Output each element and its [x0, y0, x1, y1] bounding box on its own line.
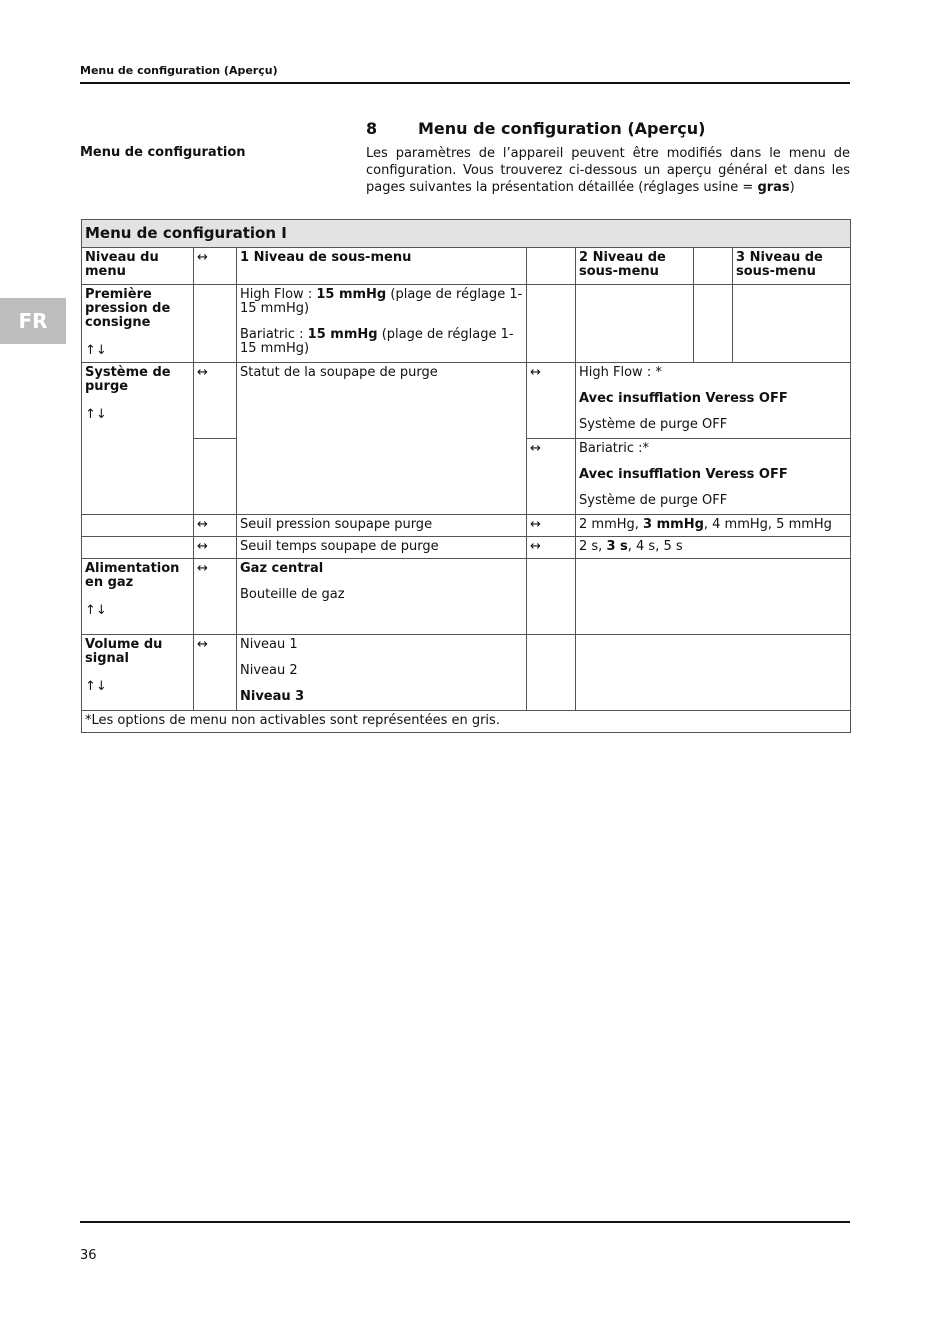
lr-arrow-icon: ↔ — [194, 635, 237, 711]
page-number: 36 — [80, 1248, 97, 1263]
lr-arrow-icon: ↔ — [527, 363, 576, 439]
intro-paragraph — [366, 145, 850, 196]
threshold-pressure-options: 2 mmHg, 3 mmHg, 4 mmHg, 5 mmHg — [576, 515, 851, 537]
row-threshold-time — [82, 537, 851, 559]
purge-valve-status: Statut de la soupape de purge — [237, 363, 527, 515]
purge-bariatric-off: Système de purge OFF — [579, 493, 728, 508]
row-label-volume: Volume du signal — [85, 637, 163, 666]
lr-arrow-icon: ↔ — [527, 439, 576, 515]
section-number: 8 — [366, 119, 378, 138]
pressure-bariatric: Bariatric : 15 mmHg (plage de réglage 1-15 mmHg) — [240, 327, 514, 356]
header-sub2: 2 Niveau de sous-menu — [576, 248, 694, 285]
section-title — [366, 119, 705, 138]
row-gas-supply — [82, 559, 851, 635]
header-level: Niveau du menu — [82, 248, 194, 285]
side-label: Menu de configuration — [80, 145, 246, 160]
intro-end: ) — [789, 180, 795, 195]
lr-arrow-icon: ↔ — [527, 537, 576, 559]
lr-arrow-icon: ↔ — [194, 537, 237, 559]
pressure-highflow: High Flow : 15 mmHg (plage de réglage 1-15 mmHg) — [240, 287, 523, 316]
footnote-row — [82, 711, 851, 733]
intro-bold: gras — [757, 180, 790, 195]
running-header: Menu de configuration (Aperçu) — [80, 64, 278, 77]
gas-bottle: Bouteille de gaz — [240, 587, 345, 602]
purge-highflow-veress: Avec insufflation Veress OFF — [579, 391, 788, 406]
purge-bariatric-label: Bariatric :* — [579, 441, 650, 456]
row-first-pressure — [82, 285, 851, 363]
threshold-time-options: 2 s, 3 s, 4 s, 5 s — [576, 537, 851, 559]
row-label-purge: Système de purge — [85, 365, 171, 394]
threshold-time-label: Seuil temps soupape de purge — [237, 537, 527, 559]
lr-arrow-icon: ↔ — [194, 559, 237, 635]
volume-level-3: Niveau 3 — [240, 689, 305, 704]
table-title: Menu de configuration I — [82, 220, 851, 248]
lr-arrow-icon: ↔ — [194, 363, 237, 439]
lr-arrow-icon: ↔ — [194, 515, 237, 537]
up-down-arrows-icon: ↑↓ — [85, 679, 107, 694]
header-sub1: 1 Niveau de sous-menu — [237, 248, 527, 285]
footer-rule — [80, 1221, 850, 1223]
section-title-text: Menu de configuration (Aperçu) — [418, 119, 706, 138]
threshold-pressure-label: Seuil pression soupape purge — [237, 515, 527, 537]
table-footnote: *Les options de menu non activables sont représentées en gris. — [82, 711, 851, 733]
intro-text: Les paramètres de l’appareil peuvent être modifiés dans le menu de configuration. Vous trouverez ci-dessous un aperçu général et dans les pages suivantes la présentation détaillée (réglages usine = — [366, 146, 850, 195]
volume-level-1: Niveau 1 — [240, 637, 298, 652]
row-signal-volume — [82, 635, 851, 711]
gas-central: Gaz central — [240, 561, 324, 576]
header-rule — [80, 82, 850, 84]
config-menu-table — [81, 219, 851, 733]
row-label-gas: Alimentation en gaz — [85, 561, 180, 590]
header-sub3: 3 Niveau de sous-menu — [733, 248, 851, 285]
purge-bariatric-veress: Avec insufflation Veress OFF — [579, 467, 788, 482]
row-label-pressure: Première pression de consigne — [85, 287, 171, 330]
table-title-row — [82, 220, 851, 248]
volume-level-2: Niveau 2 — [240, 663, 298, 678]
up-down-arrows-icon: ↑↓ — [85, 603, 107, 618]
lr-arrow-icon: ↔ — [194, 248, 237, 285]
row-threshold-pressure — [82, 515, 851, 537]
purge-highflow-label: High Flow : * — [579, 365, 662, 380]
row-purge-highflow — [82, 363, 851, 439]
language-tab: FR — [0, 298, 66, 344]
up-down-arrows-icon: ↑↓ — [85, 407, 107, 422]
lr-arrow-icon: ↔ — [527, 515, 576, 537]
table-header-row — [82, 248, 851, 285]
purge-highflow-off: Système de purge OFF — [579, 417, 728, 432]
up-down-arrows-icon: ↑↓ — [85, 343, 107, 358]
